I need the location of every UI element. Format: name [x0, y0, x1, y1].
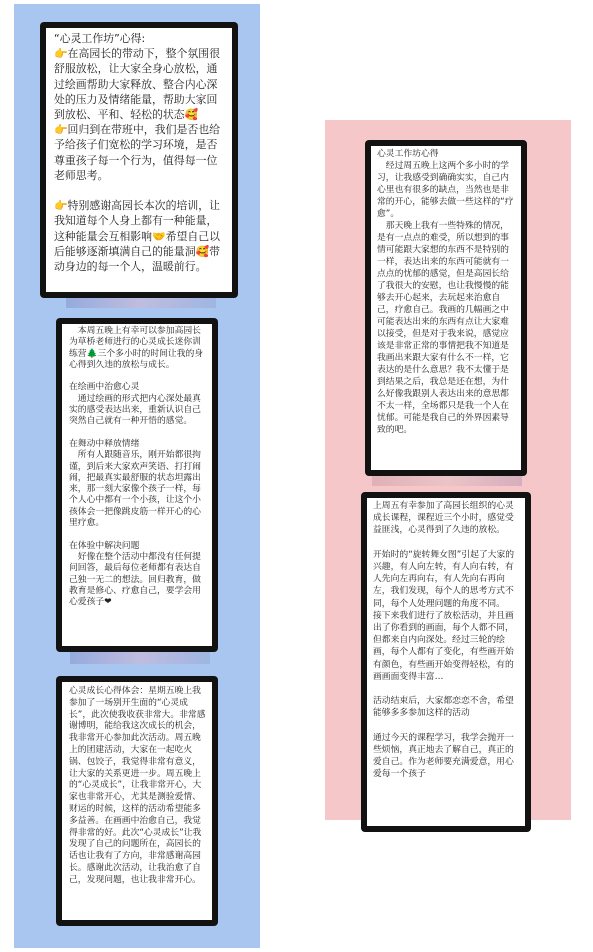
testimonial-card-1 [40, 22, 238, 298]
testimonial-text: 心灵成长心得体会：星期五晚上我参加了一场别开生面的“心灵成长”，此次使我收获非常大。非常感谢博明，能给我这次成长的机会，我非常开心参加此次活动。周五晚上的团建活动，大家在一起吃火锅、包饺子，我觉得非常有意义，让大家的关系更进一步。周五晚上的“心灵成长”，让我非常开心，大家也非常开心，尤其是测验爱情、财运的时候，这样的活动希望能多多益善。在画画中治愈自己，我觉得非常的好。此次“心灵成长”让我发现了自己的问题所在，高园长的话也让我有了方向，非常感谢高园长。感谢此次活动，让我治愈了自己，发现问题，也让我非常开心。 [62, 682, 212, 920]
photo-strip-decoration [70, 650, 210, 664]
testimonial-text: 心灵工作坊心得 经过周五晚上这两个多小时的学习，让我感受到确确实实，自己内心里也有很多的缺点，当然也是非常的开心，能够去做一些这样的“疗愈”。 那天晚上我有一些特殊的情况，是有一点点的难受，所以想到的事情可能跟大家想的东西不是特别的一样，表达出来的东西可能就有一点点的忧郁的感觉，但是高园长给了我很大的安慰，也让我慢慢的能够去开心起来，去玩起来治愈自己，疗愈自己。我画的几幅画之中可能表达出来的东西有点让大家难以接受，但是对于我来说，感觉应该是非常正常的事情把我不知道是我画出来跟大家有什么不一样，它表达的是什么意思？我不太懂于是到结果之后，我总是还在想，为什么好像我跟别人表达出来的意思都不太一样，全场都只是我一个人在忧郁。可能是我自己的外界因素导致的吧。 [371, 146, 521, 470]
testimonial-card-2 [56, 318, 218, 652]
testimonial-text: “心灵工作坊”心得: 👉在高园长的带动下，整个氛围很舒服放松，让大家全身心放松，通过绘画帮助大家释放、整合内心深处的压力及情绪能量，帮助大家回到放松、平和、轻松的状态🥰 👉回归到在带班中，我们是否也给予给孩子们宽松的学习环境，是否尊重孩子每一个行为，值得每一位老师思考。 👉特别感谢高园长本次的培训，让我知道每个人身上都有一种能量，这种能量会互相影响🤝希望自己以后能够逐渐填满自己的能量洞🥰带动身边的每一个人，温暖前行。 [46, 28, 232, 292]
testimonial-card-4 [365, 140, 527, 476]
testimonial-text: 上周五有幸参加了高园长组织的心灵成长课程，课程近三个小时，感觉受益匪浅，心灵得到了久违的放松。 开始时的“旋转舞女图”引起了大家的兴趣，有人向左转，有人向右转，有人先向左再向右，有人先向右再向左，我们发现，每个人的思考方式不同，每个人处理问题的角度不同。 接下来我们进行了放松活动，并且画出了你看到的画面，每个人都不同，但都来自内向深处。经过三轮的绘画，每个人都有了变化，有些画开始有颜色，有些画开始变得轻松，有的画画面变得丰富… 活动结束后，大家都恋恋不舍，希望能够多多参加这样的活动 通过今天的课程学习，我学会抛开一些烦恼，真正地去了解自己，真正的爱自己。作为老师要充满爱意，用心爱每一个孩子 [367, 498, 525, 826]
testimonial-card-3 [56, 676, 218, 926]
testimonial-text: 本周五晚上有幸可以参加高园长为草桥老师进行的心灵成长迷你训练营🌲三个多小时的时间让我的身心得到久违的放松与成长。 在绘画中治愈心灵 通过绘画的形式把内心深处最真实的感受表达出来，重新认识自己突然自己就有一种开悟的感觉。 在舞动中释放情绪 所有人跟随音乐，刚开始都很拘谨，到后来大家欢声笑语、打打闹闹，把最真实最舒服的状态坦露出来，那一刻大家像个孩子一样，每个人心中都有一个小孩，让这个小孩体会一把像跳皮筋一样开心的心里疗愈。 在体验中解决问题 好像在整个活动中都没有任何提问回答，最后每位老师都有表达自己独一无二的想法。回归教育，做教育是修心、疗愈自己，要学会用心爱孩子❤ [62, 324, 212, 646]
testimonial-card-5 [361, 492, 531, 832]
